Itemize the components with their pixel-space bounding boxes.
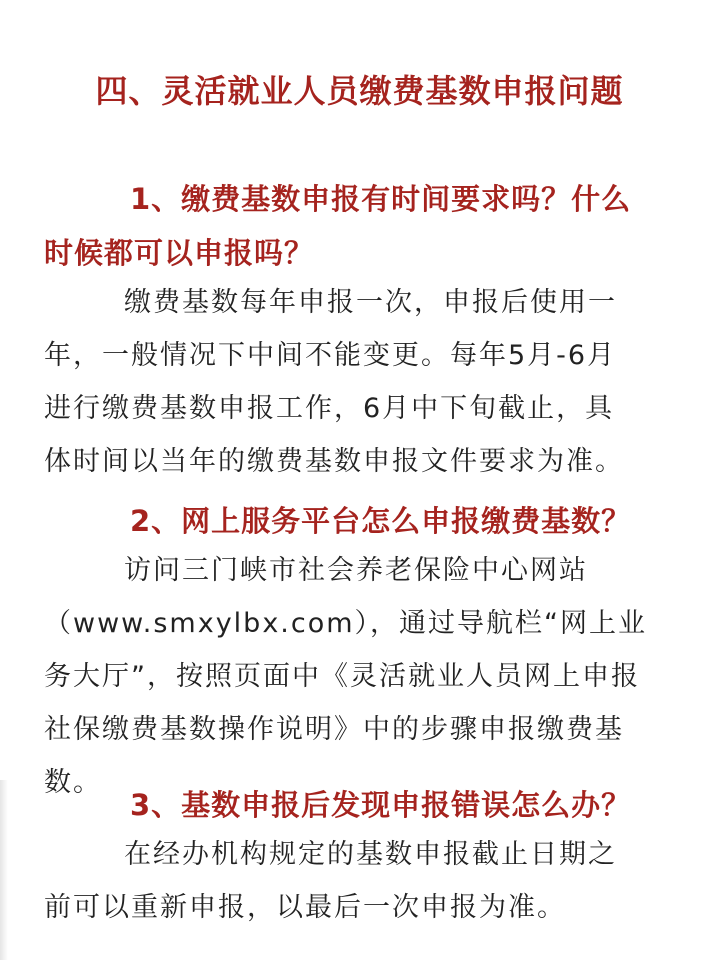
answer-2-line-2: （www.smxylbx.com），通过导航栏“网上业 [44,608,648,639]
question-1 [44,172,684,280]
question-3-line-1: 3、基数申报后发现申报错误怎么办？ [130,788,632,822]
answer-1-line-4: 体时间以当年的缴费基数申报文件要求为准。 [44,446,624,477]
question-2-line-1: 2、网上服务平台怎么申报缴费基数？ [130,504,632,538]
answer-2-line-4: 社保缴费基数操作说明》中的步骤申报缴费基 [44,714,624,745]
answer-3-line-2: 前可以重新申报，以最后一次申报为准。 [44,892,566,923]
page-title: 四、灵活就业人员缴费基数申报问题 [95,72,624,110]
question-2 [44,494,684,548]
answer-1-line-3: 进行缴费基数申报工作，6月中下旬截止，具 [44,393,615,424]
page-edge-shadow [0,780,8,960]
question-3 [44,778,684,832]
answer-2-line-1: 访问三门峡市社会养老保险中心网站 [124,555,588,586]
question-1-line-1: 1、缴费基数申报有时间要求吗？什么 [130,182,632,216]
answer-1 [44,276,684,488]
answer-1-line-1: 缴费基数每年申报一次，申报后使用一 [124,287,617,318]
answer-3 [44,828,684,934]
question-1-line-2: 时候都可以申报吗？ [44,236,315,270]
answer-3-line-1: 在经办机构规定的基数申报截止日期之 [124,839,617,870]
answer-2 [44,544,684,809]
answer-2-line-5: 数。 [44,767,102,798]
answer-1-line-2: 年，一般情况下中间不能变更。每年5月-6月 [44,340,617,371]
answer-2-line-3: 务大厅”，按照页面中《灵活就业人员网上申报 [44,661,640,692]
